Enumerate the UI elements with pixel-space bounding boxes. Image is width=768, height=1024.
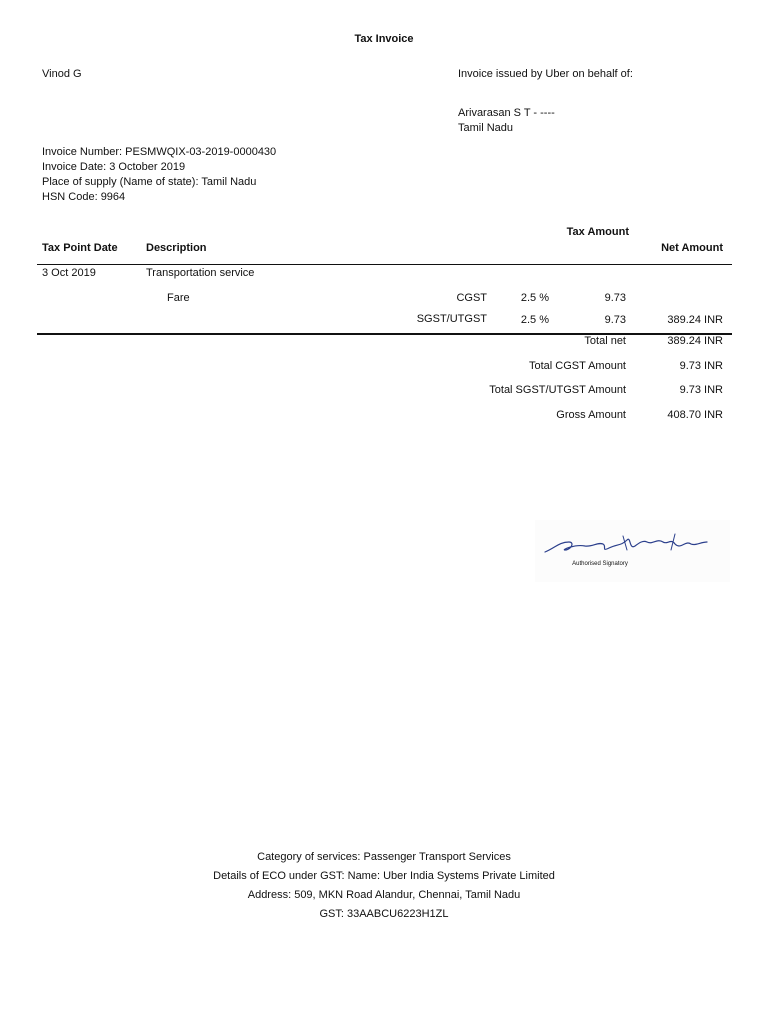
signature-block — [535, 520, 730, 582]
row-item: Fare — [167, 292, 190, 304]
tax-amount: 9.73 — [604, 292, 626, 304]
place-of-supply: Place of supply (Name of state): Tamil Nadu — [42, 176, 257, 188]
customer-name: Vinod G — [42, 68, 82, 80]
total-value: 389.24 INR — [667, 335, 723, 347]
row-date: 3 Oct 2019 — [42, 267, 96, 279]
total-label: Gross Amount — [556, 409, 626, 421]
invoice-date: Invoice Date: 3 October 2019 — [42, 161, 186, 173]
total-value: 9.73 INR — [679, 384, 723, 396]
table-divider — [37, 333, 732, 335]
tax-name: SGST/UTGST — [416, 313, 487, 325]
footer-eco: Details of ECO under GST: Name: Uber India Systems Private Limited — [213, 870, 555, 882]
driver-name: Arivarasan S T - ---- — [458, 107, 555, 119]
total-label: Total SGST/UTGST Amount — [489, 384, 626, 396]
total-value: 9.73 INR — [679, 360, 723, 372]
total-label: Total net — [584, 335, 626, 347]
header-description: Description — [146, 242, 207, 254]
total-value: 408.70 INR — [667, 409, 723, 421]
header-net-amount: Net Amount — [661, 242, 723, 254]
row-description: Transportation service — [146, 267, 255, 279]
header-divider — [37, 264, 732, 265]
issuer-line: Invoice issued by Uber on behalf of: — [458, 68, 633, 80]
tax-rate: 2.5 % — [520, 292, 549, 304]
footer-category: Category of services: Passenger Transport Services — [257, 851, 511, 863]
tax-name: CGST — [456, 292, 487, 304]
footer-address: Address: 509, MKN Road Alandur, Chennai, Tamil Nadu — [247, 889, 521, 901]
signature-caption: Authorised Signatory — [572, 561, 628, 567]
header-tax-amount: Tax Amount — [566, 226, 629, 238]
footer-gst: GST: 33AABCU6223H1ZL — [319, 908, 449, 920]
driver-state: Tamil Nadu — [458, 122, 514, 134]
total-label: Total CGST Amount — [528, 360, 626, 372]
invoice-number: Invoice Number: PESMWQIX-03-2019-0000430 — [42, 146, 277, 158]
tax-rate: 2.5 % — [520, 314, 549, 326]
page-title: Tax Invoice — [354, 33, 414, 45]
header-tax-point-date: Tax Point Date — [42, 242, 118, 254]
tax-net: 389.24 INR — [667, 314, 723, 326]
tax-amount: 9.73 — [604, 314, 626, 326]
signature-image — [535, 520, 730, 560]
hsn-code: HSN Code: 9964 — [42, 191, 126, 203]
